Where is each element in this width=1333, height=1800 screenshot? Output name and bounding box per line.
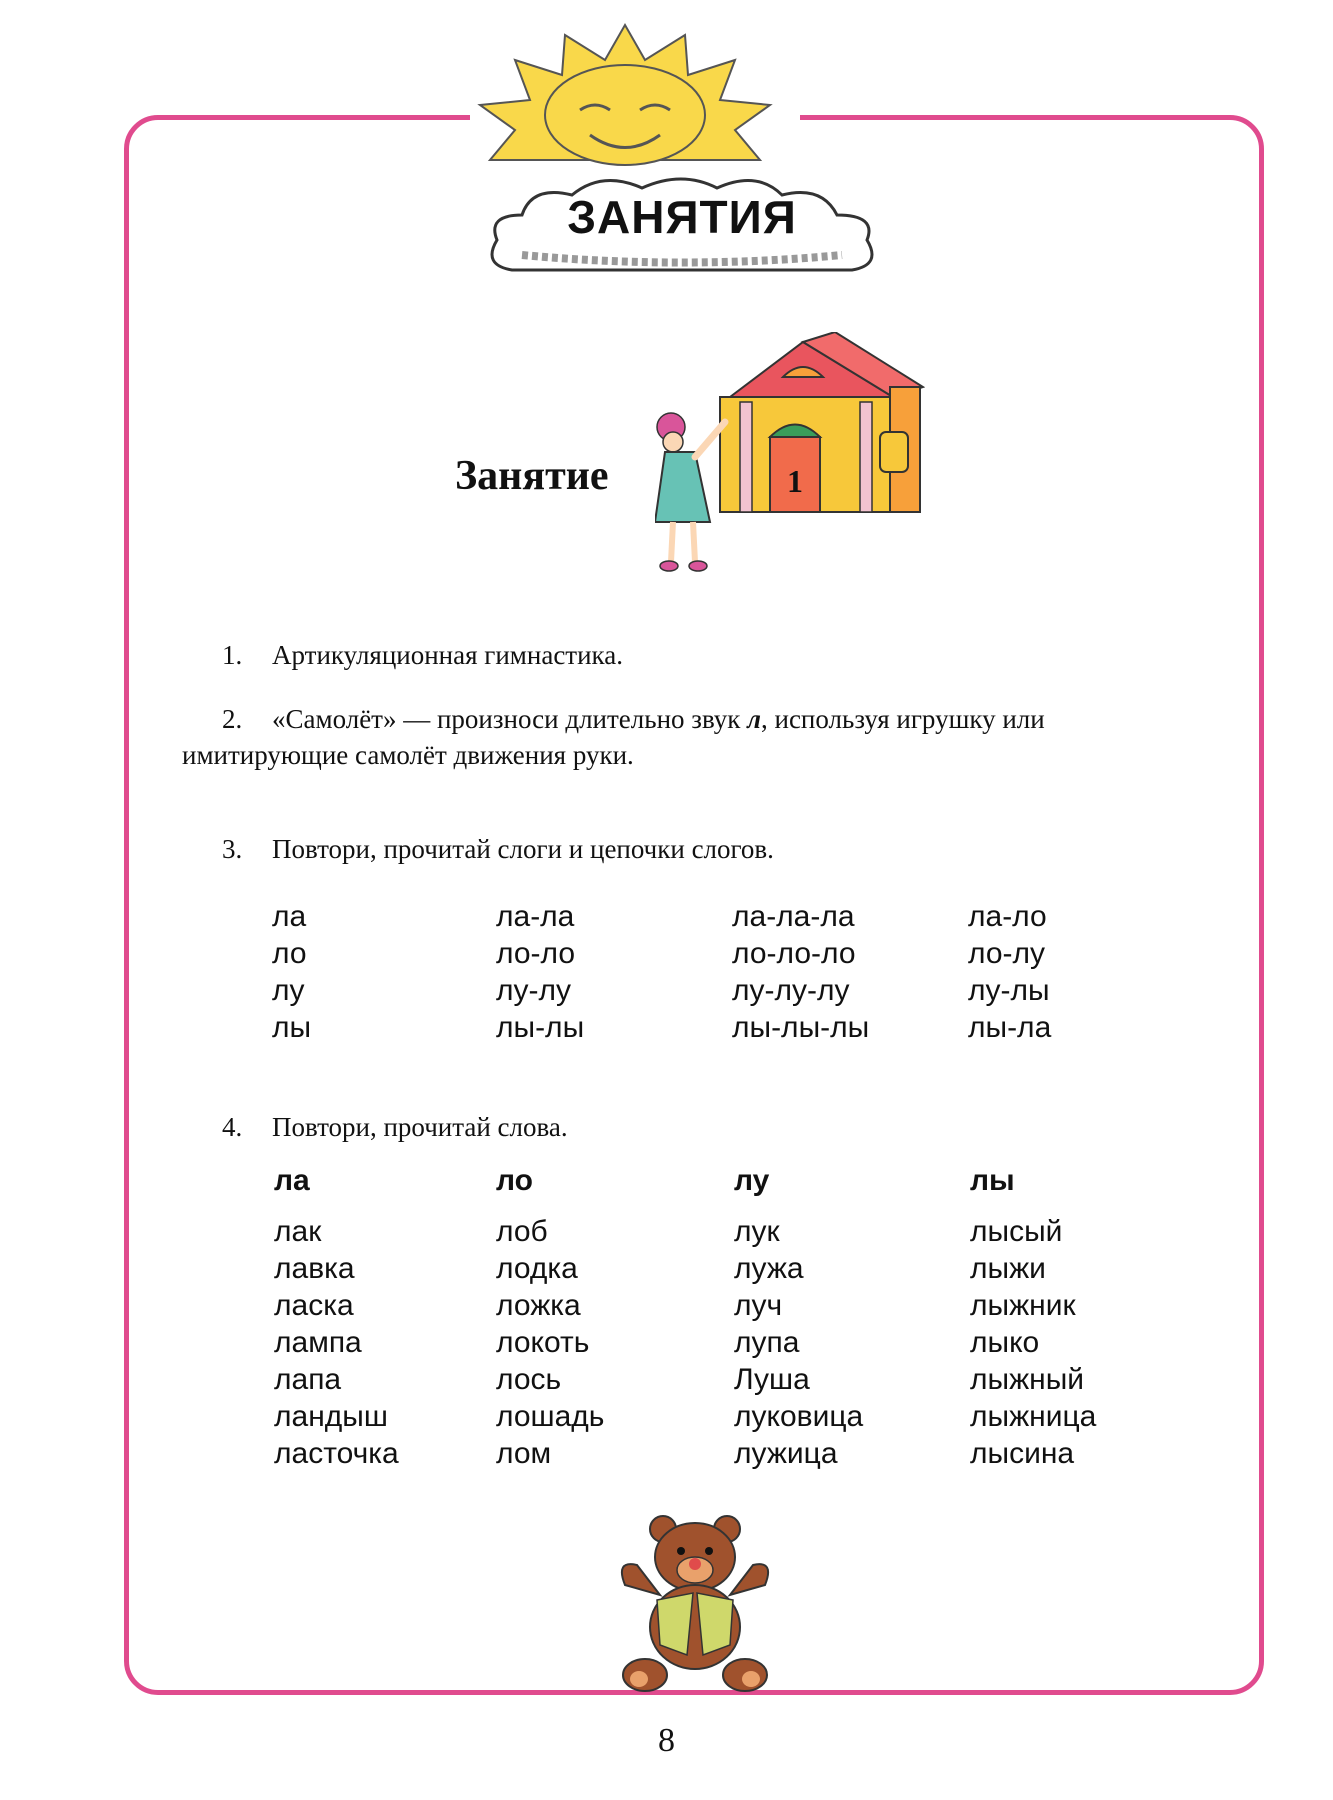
syllable-cell: лы-лы-лы	[732, 1011, 870, 1044]
word-col-header: ла	[274, 1164, 310, 1197]
task-3	[222, 830, 774, 868]
word-col-header: ло	[496, 1164, 533, 1197]
syllable-cell: ла-ло	[968, 900, 1047, 933]
task-4-number: 4.	[222, 1112, 243, 1142]
word-item: лужица	[734, 1437, 838, 1470]
word-item: луковица	[734, 1400, 864, 1433]
task-4-text: Повтори, прочитай слова.	[272, 1112, 568, 1142]
task-2-text-after: , используя игрушку или	[761, 704, 1045, 734]
task-2-line2	[182, 736, 634, 774]
syllable-col-3	[732, 898, 869, 1046]
word-item: Луша	[734, 1363, 810, 1396]
word-col-header: лу	[734, 1164, 770, 1197]
teddy-bear-illustration	[615, 1515, 775, 1697]
word-col-header: лы	[970, 1164, 1015, 1197]
syllable-cell: лы-ла	[968, 1011, 1052, 1044]
syllable-cell: ла-ла-ла	[732, 900, 855, 933]
word-item: лампа	[274, 1326, 362, 1359]
word-item: лыжник	[970, 1289, 1076, 1322]
word-item: лось	[496, 1363, 562, 1396]
task-2-text-line2: имитирующие самолёт движения руки.	[182, 740, 634, 770]
word-item: лыжный	[970, 1363, 1085, 1396]
word-item: ландыш	[274, 1400, 388, 1433]
syllable-cell: лы	[272, 1011, 312, 1044]
word-item: ложка	[496, 1289, 581, 1322]
syllable-cell: лу-лу-лу	[732, 974, 850, 1007]
task-3-number: 3.	[222, 834, 243, 864]
word-item: лупа	[734, 1326, 800, 1359]
word-item: лак	[274, 1215, 322, 1248]
task-2	[222, 700, 1045, 738]
syllable-cell: лы-лы	[496, 1011, 585, 1044]
word-item: лыко	[970, 1326, 1040, 1359]
word-item: локоть	[496, 1326, 590, 1359]
word-item: ласка	[274, 1289, 354, 1322]
word-item: лапа	[274, 1363, 342, 1396]
house-girl-illustration	[655, 332, 925, 587]
word-item: ласточка	[274, 1437, 399, 1470]
word-item: лодка	[496, 1252, 578, 1285]
lesson-title: Занятие	[455, 453, 609, 499]
task-4	[222, 1108, 568, 1146]
syllable-cell: ла	[272, 900, 307, 933]
syllable-cell: лу-лу	[496, 974, 571, 1007]
syllable-col-2	[496, 898, 584, 1046]
syllable-col-4	[968, 898, 1051, 1046]
word-item: лужа	[734, 1252, 804, 1285]
syllable-cell: ло-лу	[968, 937, 1046, 970]
word-item: лоб	[496, 1215, 548, 1248]
word-item: лом	[496, 1437, 552, 1470]
task-1-number: 1.	[222, 640, 243, 670]
syllable-cell: лу	[272, 974, 305, 1007]
syllable-cell: лу-лы	[968, 974, 1050, 1007]
task-3-text: Повтори, прочитай слоги и цепочки слогов.	[272, 834, 774, 864]
page-heading: ЗАНЯТИЯ	[567, 191, 797, 243]
word-col-lo	[496, 1162, 604, 1472]
lesson-number: 1	[787, 463, 803, 499]
syllable-cell: ло	[272, 937, 307, 970]
page-number: 8	[658, 1722, 675, 1759]
syllable-col-1	[272, 898, 311, 1046]
word-item: луч	[734, 1289, 783, 1322]
syllable-cell: ло-ло-ло	[732, 937, 856, 970]
task-2-sound: л	[747, 704, 761, 734]
word-col-lu	[734, 1162, 863, 1472]
word-item: лысина	[970, 1437, 1075, 1470]
sun-illustration	[460, 20, 790, 180]
word-col-la	[274, 1162, 399, 1472]
task-1-text: Артикуляционная гимнастика.	[272, 640, 623, 670]
word-item: лыжница	[970, 1400, 1097, 1433]
word-item: лыжи	[970, 1252, 1046, 1285]
word-col-ly	[970, 1162, 1096, 1472]
task-2-number: 2.	[222, 704, 243, 734]
word-item: лысый	[970, 1215, 1063, 1248]
syllable-cell: ло-ло	[496, 937, 576, 970]
word-item: лошадь	[496, 1400, 605, 1433]
syllable-cell: ла-ла	[496, 900, 575, 933]
word-item: лавка	[274, 1252, 355, 1285]
task-1	[222, 636, 623, 674]
word-item: лук	[734, 1215, 780, 1248]
task-2-text-before: «Самолёт» — произноси длительно звук	[272, 704, 748, 734]
